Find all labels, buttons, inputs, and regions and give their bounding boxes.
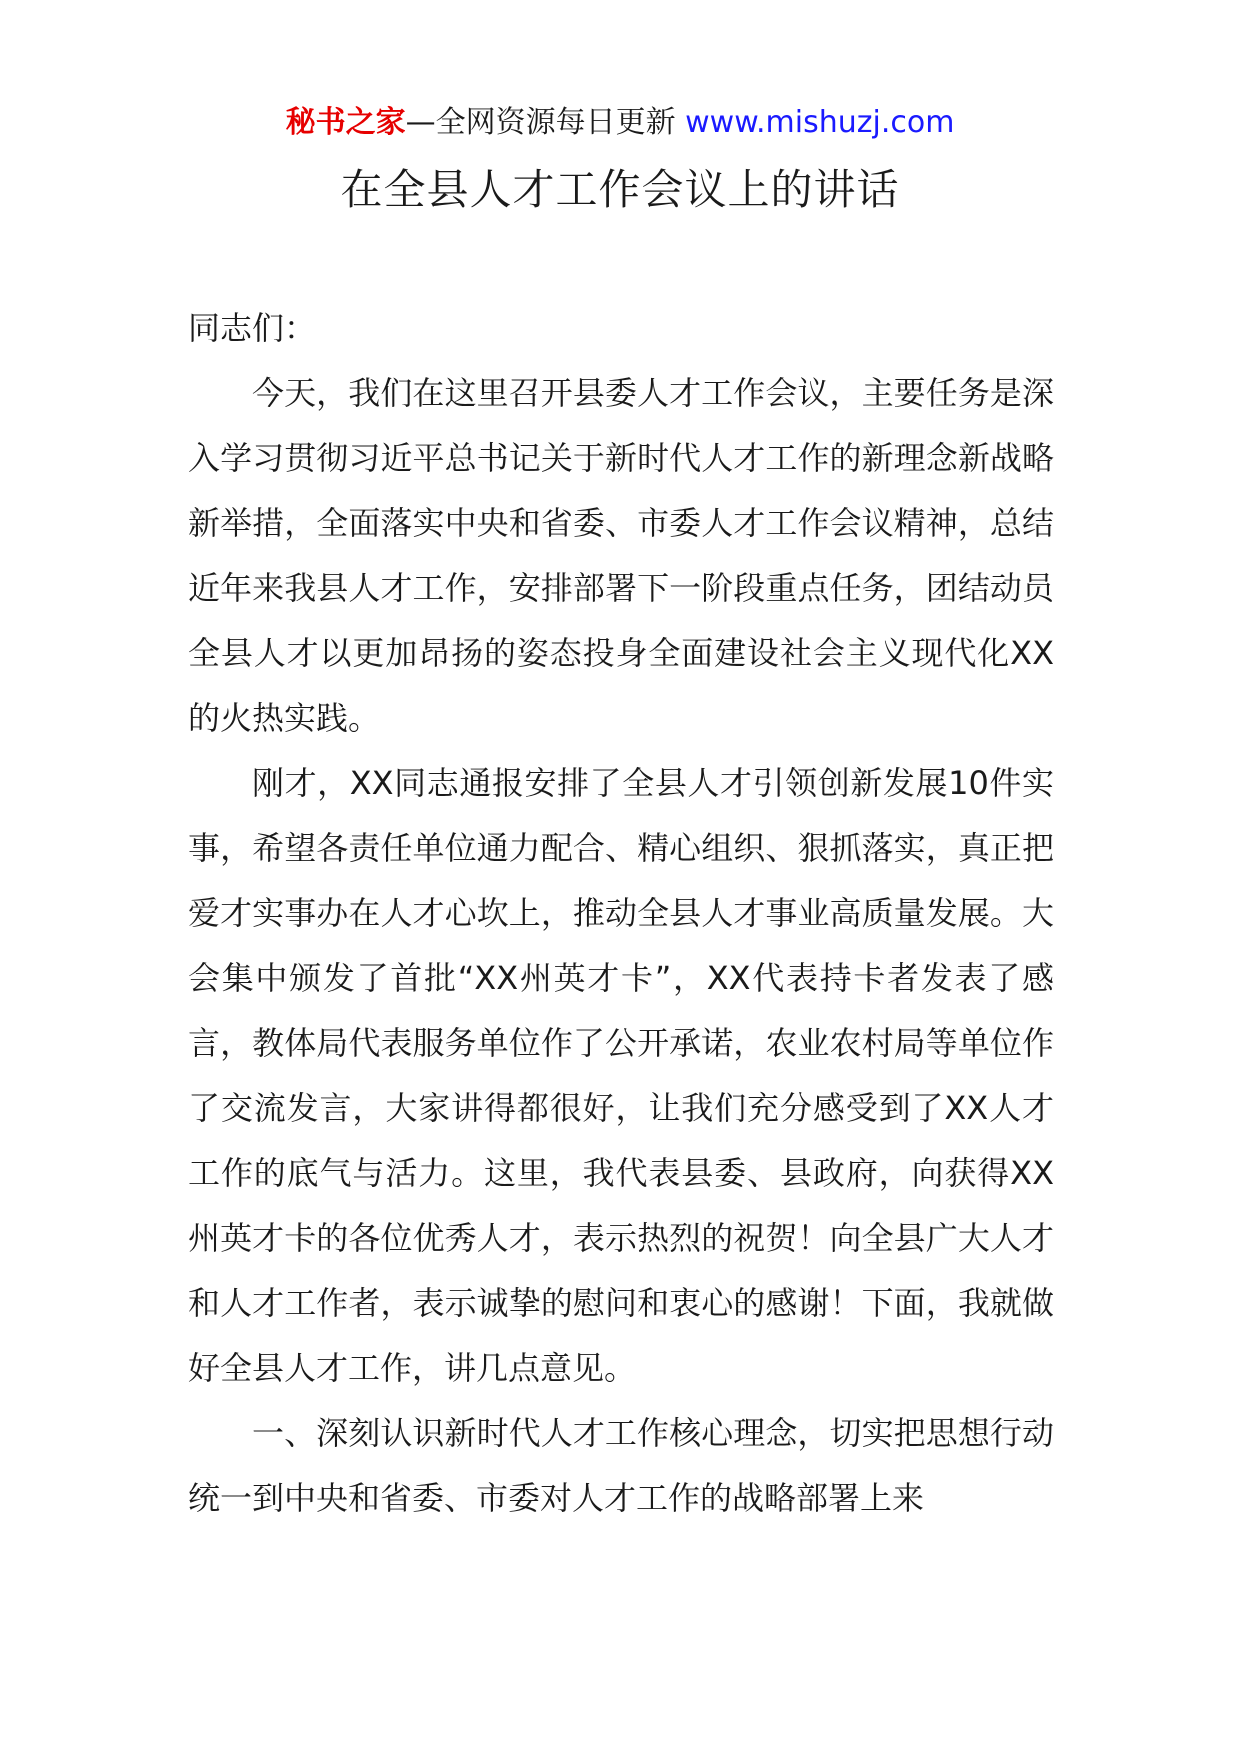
salutation: 同志们：	[188, 309, 317, 347]
body-paragraph: 今天，我们在这里召开县委人才工作会议，主要任务是深入学习贯彻习近平总书记关于新时代人才工作的新理念新战略新举措，全面落实中央和省委、市委人才工作会议精神，总结近年来我县人才工作，安排部署下一阶段重点任务，团结动员全县人才以更加昂扬的姿态投身全面建设社会主义现代化XX的火热实践。	[188, 374, 1054, 737]
document-title: 在全县人才工作会议上的讲话	[340, 165, 900, 214]
body-paragraph: 刚才，XX同志通报安排了全县人才引领创新发展10件实事，希望各责任单位通力配合、精心组织、狠抓落实，真正把爱才实事办在人才心坎上，推动全县人才事业高质量发展。大会集中颁发了首批“XX州英才卡”，XX代表持卡者发表了感言，教体局代表服务单位作了公开承诺，农业农村局等单位作了交流发言，大家讲得都很好，让我们充分感受到了XX人才工作的底气与活力。这里，我代表县委、县政府，向获得XX州英才卡的各位优秀人才，表示热烈的祝贺！向全县广大人才和人才工作者，表示诚挚的慰问和衷心的感谢！下面，我就做好全县人才工作，讲几点意见。	[188, 764, 1054, 1387]
document-body	[188, 296, 1054, 1531]
site-tagline: —全网资源每日更新	[405, 105, 686, 140]
site-url-link[interactable]: www.mishuzj.com	[685, 105, 955, 140]
site-header	[0, 103, 1240, 143]
site-brand: 秘书之家	[285, 105, 406, 140]
section-heading: 一、深刻认识新时代人才工作核心理念，切实把思想行动统一到中央和省委、市委对人才工作的战略部署上来	[188, 1414, 1054, 1517]
